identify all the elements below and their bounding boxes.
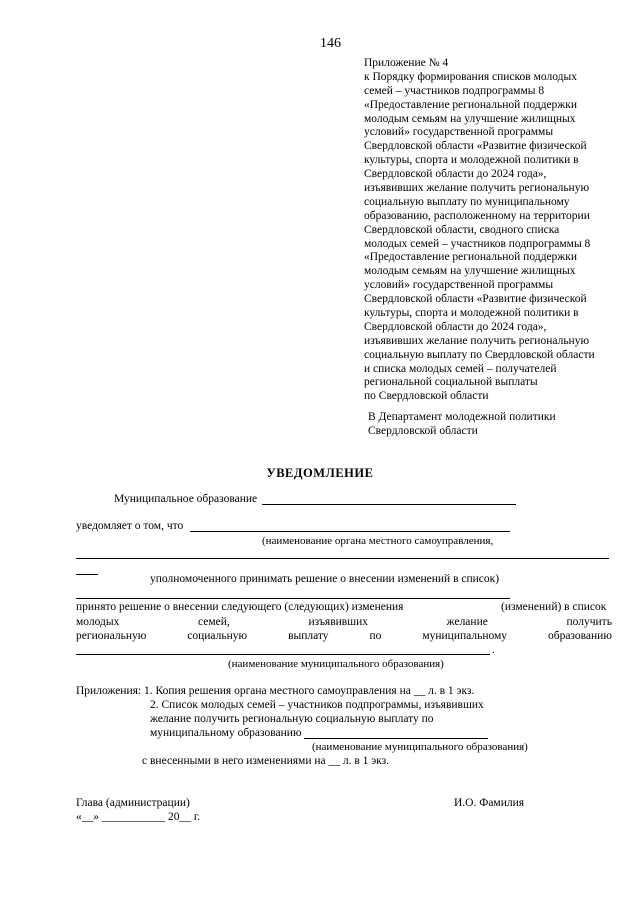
appendix-line: социальную выплату по Свердловской области (364, 348, 595, 361)
hint-local-gov: (наименование органа местного самоуправления, (262, 535, 494, 547)
hint-municipality: (наименование муниципального образования) (228, 658, 444, 670)
appendix-line: изъявивших желание получить региональную (364, 182, 590, 195)
appendix-line: Свердловской области «Развитие физической (364, 293, 587, 306)
appendix-line: социальную выплату по муниципальному (364, 195, 570, 208)
municipality-fill-line-2[interactable] (304, 738, 488, 739)
notifies-label: уведомляет о том, что (76, 520, 184, 532)
addressee-line: В Департамент молодежной политики (368, 411, 556, 423)
appendix-line: культуры, спорта и молодежной политики в (364, 307, 579, 320)
addressee-block (368, 410, 556, 438)
appendix-line: Свердловской области «Развитие физической (364, 140, 587, 153)
addressee-line: Свердловской области (368, 425, 478, 437)
appendix-line: семей – участников подпрограммы 8 (364, 84, 545, 97)
attachments-item-2-cont: желание получить региональную социальную выплату по (150, 713, 434, 725)
appendix-line: молодым семьям на улучшение жилищных (364, 265, 576, 278)
appendix-line: Свердловской области, сводного списка (364, 223, 560, 236)
decision-text-left: принято решение о внесении следующего (следующих) изменения (76, 601, 404, 613)
appendix-line: Приложение № 4 (364, 57, 449, 69)
appendix-line: образованию, расположенному на территории (364, 209, 590, 222)
appendix-line: региональной социальной выплаты (364, 376, 538, 389)
period-mark: . (492, 644, 495, 656)
appendix-header (364, 57, 595, 404)
justified-word: выплату (288, 630, 329, 642)
attachments-item-2-cont2: муниципальному образованию (150, 727, 302, 739)
page-number: 146 (320, 36, 341, 51)
decision-text-right: (изменений) в список (501, 601, 607, 613)
justified-word: региональную (76, 630, 147, 642)
signature-date: «__» ___________ 20__ г. (76, 811, 201, 823)
municipality-name-fill-line[interactable] (76, 654, 490, 655)
attachments-item-2: 2. Список молодых семей – участников подпрограммы, изъявивших (150, 699, 484, 711)
appendix-line: условий» государственной программы (364, 126, 554, 139)
appendix-line: изъявивших желание получить региональную (364, 334, 590, 347)
municipality-label: Муниципальное образование (114, 493, 258, 505)
signature-position: Глава (администрации) (76, 797, 190, 809)
appendix-line: условий» государственной программы (364, 279, 554, 292)
appendix-line: Свердловской области до 2024 года», (364, 168, 547, 181)
local-gov-fill-line[interactable] (190, 531, 510, 532)
justified-word: получить (566, 616, 612, 628)
appendix-line: по Свердловской области (364, 390, 489, 403)
appendix-line: «Предоставление региональной поддержки (364, 251, 577, 264)
appendix-line: «Предоставление региональной поддержки (364, 98, 577, 111)
decision-fill-line[interactable] (76, 598, 510, 599)
justified-word: муниципальному (422, 630, 508, 642)
appendix-line: к Порядку формирования списков молодых (364, 70, 577, 83)
appendix-line: Свердловской области до 2024 года», (364, 320, 547, 333)
appendix-line: и списка молодых семей – получателей (364, 362, 557, 375)
municipality-fill-line[interactable] (262, 504, 516, 505)
short-fill-line[interactable] (76, 574, 98, 575)
appendix-line: молодых семей – участников подпрограммы 8 (364, 237, 591, 250)
justified-word: по (369, 630, 382, 642)
justified-word: изъявивших (308, 616, 368, 628)
local-gov-fill-line-2[interactable] (76, 558, 609, 559)
appendix-line: культуры, спорта и молодежной политики в (364, 154, 579, 167)
attachments-item-2-end: с внесенными в него изменениями на __ л. в 1 экз. (142, 755, 390, 767)
justified-word: желание (446, 616, 488, 628)
appendix-line: молодым семьям на улучшение жилищных (364, 112, 576, 125)
attachments-item-1: Приложения: 1. Копия решения органа местного самоуправления на __ л. в 1 экз. (76, 685, 475, 697)
decision-row-2 (76, 615, 612, 629)
justified-word: семей, (198, 616, 230, 628)
hint-municipality-2: (наименование муниципального образования) (312, 741, 528, 753)
justified-word: образованию (547, 630, 612, 642)
decision-row-3 (76, 629, 612, 643)
justified-word: социальную (187, 630, 248, 642)
justified-word: молодых (76, 616, 120, 628)
authorized-text: уполномоченного принимать решение о внесении изменений в список) (150, 573, 500, 585)
signature-name: И.О. Фамилия (454, 797, 525, 809)
document-title: УВЕДОМЛЕНИЕ (266, 466, 374, 480)
